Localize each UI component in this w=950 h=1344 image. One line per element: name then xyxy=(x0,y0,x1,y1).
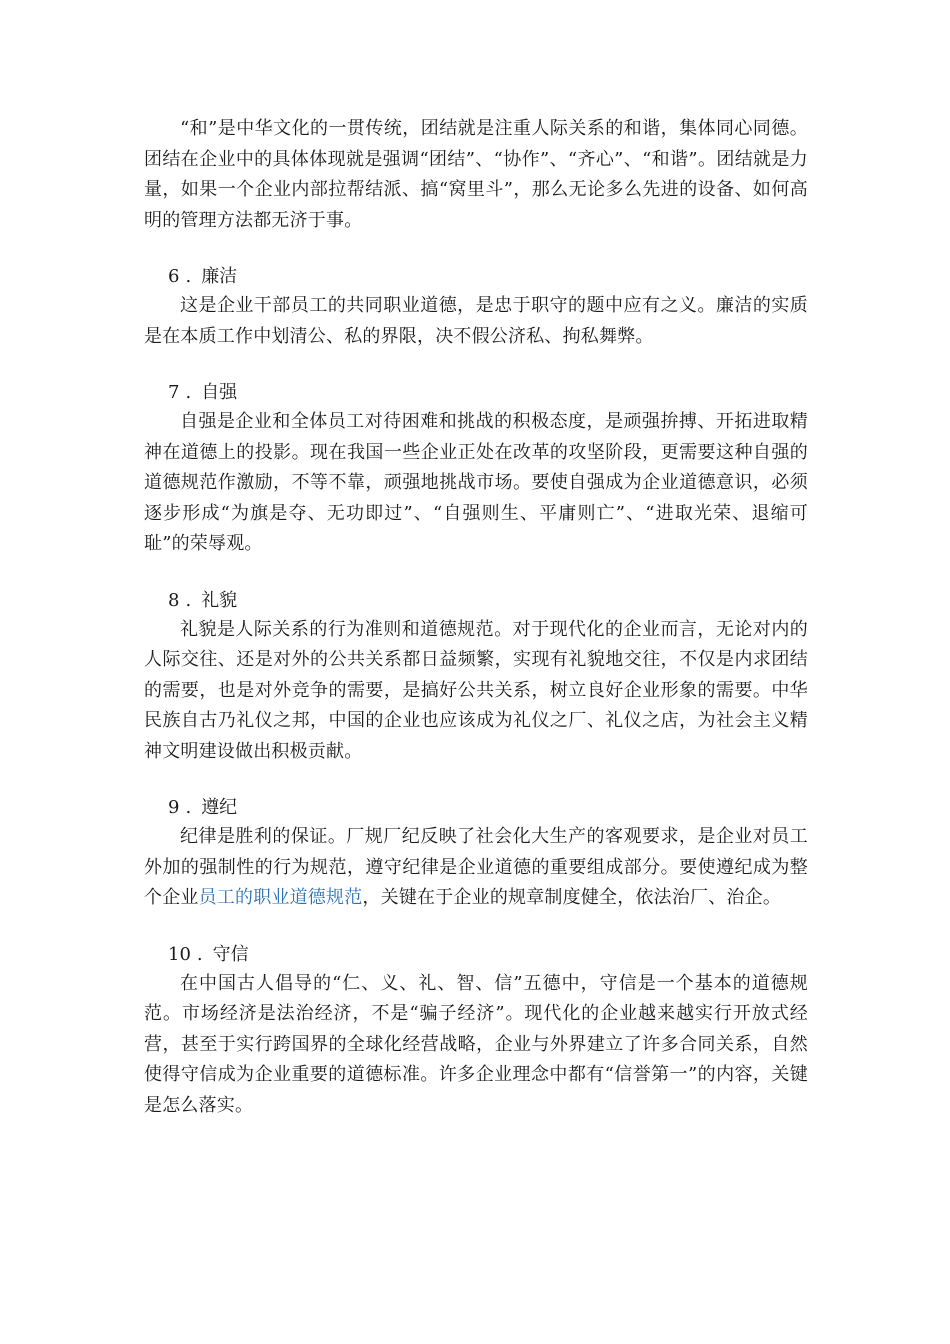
body-text: ，关键在于企业的规章制度健全，依法治厂、治企。 xyxy=(362,887,782,908)
section-number: 10 xyxy=(168,943,191,965)
section-body-9 xyxy=(144,822,808,914)
section-heading-10 xyxy=(144,941,808,969)
section-number: 8 xyxy=(168,589,180,611)
section-heading-9 xyxy=(144,794,808,822)
document-page xyxy=(144,114,808,1121)
section-heading-8 xyxy=(144,587,808,615)
section-body-6: 这是企业干部员工的共同职业道德，是忠于职守的题中应有之义。廉洁的实质是在本质工作中划清公、私的界限，决不假公济私、拘私舞弊。 xyxy=(144,295,808,347)
section-gap xyxy=(144,352,808,379)
heading-dot: . xyxy=(185,382,192,403)
section-heading-7 xyxy=(144,379,808,407)
heading-dot: . xyxy=(196,943,203,965)
intro-paragraph: “和”是中华文化的一贯传统，团结就是注重人际关系的和谐，集体同心同德。团结在企业中的具体体现就是强调“团结”、“协作”、“齐心”、“和谐”。团结就是力量，如果一个企业内部拉帮结派、搞“窝里斗”，那么无论多么先进的设备、如何高明的管理方法都无济于事。 xyxy=(144,118,808,231)
section-title: 遵纪 xyxy=(201,797,238,818)
section-gap xyxy=(144,560,808,587)
heading-dot: . xyxy=(185,266,192,287)
section-title: 廉洁 xyxy=(201,266,238,287)
section-gap xyxy=(144,914,808,941)
section-number: 9 xyxy=(168,797,180,818)
body-text: 纪律是胜利的保证。厂规厂纪反映了社会化大生产的客观要求，是企业对员工外加的强制性的行为规范，遵守纪律是企业道德的重要组成部分。要使遵纪成为整个企业 xyxy=(144,826,808,908)
section-body-10: 在中国古人倡导的“仁、义、礼、智、信”五德中，守信是一个基本的道德规范。市场经济是法治经济，不是“骗子经济”。现代化的企业越来越实行开放式经营，甚至于实行跨国界的全球化经营战略，企业与外界建立了许多合同关系，自然使得守信成为企业重要的道德标准。许多企业理念中都有“信誉第一”的内容，关键是怎么落实。 xyxy=(144,972,808,1116)
section-gap xyxy=(144,236,808,263)
section-heading-6 xyxy=(144,263,808,291)
heading-dot: . xyxy=(185,797,192,818)
section-number: 6 xyxy=(168,266,180,287)
heading-dot: . xyxy=(185,589,192,611)
section-title: 礼貌 xyxy=(201,589,238,611)
section-gap xyxy=(144,767,808,794)
section-body-7: 自强是企业和全体员工对待困难和挑战的积极态度，是顽强拚搏、开拓进取精神在道德上的投影。现在我国一些企业正处在改革的攻坚阶段，更需要这种自强的道德规范作激励，不等不靠，顽强地挑战市场。要使自强成为企业道德意识，必须逐步形成“为旗是夺、无功即过”、“自强则生、平庸则亡”、“进取光荣、退缩可耻”的荣辱观。 xyxy=(144,411,808,554)
section-title: 守信 xyxy=(212,943,249,965)
section-number: 7 xyxy=(168,382,180,403)
section-title: 自强 xyxy=(201,382,238,403)
career-ethics-link[interactable]: 员工的职业道德规范 xyxy=(198,887,363,908)
section-body-8: 礼貌是人际关系的行为准则和道德规范。对于现代化的企业而言，无论对内的人际交往、还是对外的公共关系都日益频繁，实现有礼貌地交往，不仅是内求团结的需要，也是对外竞争的需要，是搞好公共关系，树立良好企业形象的需要。中华民族自古乃礼仪之邦，中国的企业也应该成为礼仪之厂、礼仪之店，为社会主义精神文明建设做出积极贡献。 xyxy=(144,618,808,762)
